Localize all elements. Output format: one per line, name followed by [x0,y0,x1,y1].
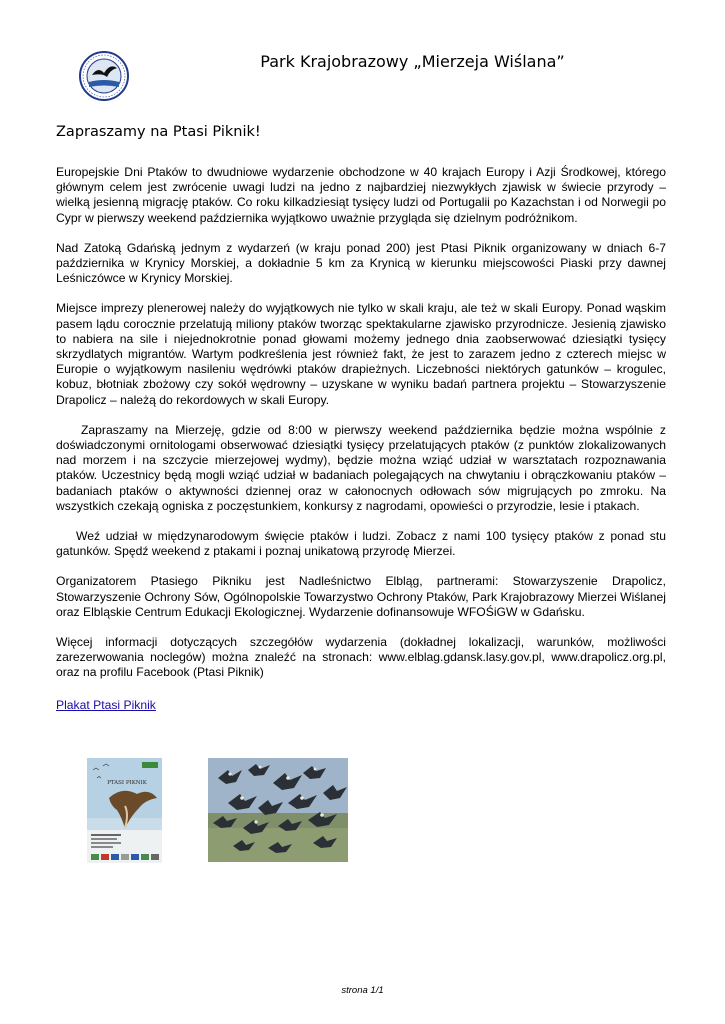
article-paragraph: Zapraszamy na Mierzeję, gdzie od 8:00 w pierwszy weekend października będzie można wspólnie z doświadczonymi ornitologami obserwować dziesiątki tysięcy przelatujących ptaków (z punktów zlokalizowanych nad morzem i na szczycie mierzejowej wydmy), będzie można wziąć udział w warsztatach rozpoznawania ptaków. Uczestnicy będą mogli wziąć udział w badaniach polegających na chwytaniu i obrączkowaniu ptaków – badaniach ptaków o aktywności dziennej oraz w całonocnych odłowach sów migrujących po zmroku. Na wszystkich czekają ogniska z poczęstunkiem, konkursy z nagrodami, opowieści o przyrodzie, lesie i ptakach. [56,422,666,513]
article-paragraph: Organizatorem Ptasiego Pikniku jest Nadleśnictwo Elbląg, partnerami: Stowarzyszenie Drapolicz, Stowarzyszenie Ochrony Sów, Ogólnopolskie Towarzystwo Ochrony Ptaków, Park Krajobrazowy Mierzei Wiślanej oraz Elbląskie Centrum Edukacji Ekologicznej. Wydarzenie dofinansowuje WFOŚiGW w Gdańsku. [56,574,666,619]
park-logo [79,51,129,101]
article-paragraph: Weź udział w międzynarodowym święcie ptaków i ludzi. Zobacz z nami 100 tysięcy ptaków z ponad stu gatunków. Spędź weekend z ptakami i poznaj unikatową przyrodę Mierzei. [56,529,666,559]
park-logo-bird-icon [79,51,129,101]
article-paragraph: Europejskie Dni Ptaków to dwudniowe wydarzenie obchodzone w 40 krajach Europy i Azji Środkowej, którego głównym celem jest zwrócenie uwagi ludzi na jedno z najbardziej niezwykłych zjawisk w świecie przyrody – wielką jesienną migrację ptaków. Co roku kilkadziesiąt tysięcy ludzi od Portugalii po Kazachstan i od Norwegii po Cypr w pierwszy weekend października wyjątkowo uważnie przygląda się dzielnym podróżnikom. [56,165,666,225]
article-paragraph: Nad Zatoką Gdańską jednym z wydarzeń (w kraju ponad 200) jest Ptasi Piknik organizowany w dniach 6-7 października w Krynicy Morskiej, a dokładnie 5 km za Krynicą w kierunku miejscowości Piaski przy dawnej Leśniczówce w Krynicy Morskiej. [56,240,666,286]
poster-thumbnail[interactable] [87,758,162,863]
article-paragraph: Miejsce imprezy plenerowej należy do wyjątkowych nie tylko w skali kraju, ale też w skali Europy. Ponad wąskim pasem lądu corocznie przelatują miliony ptaków tworząc spektakularne zjawisko przyrodnicze. Jesienią zjawisko to nabiera na sile i niejednokrotnie ponad głowami możemy jednego dnia zaobserwować dziesiątki tysięcy skrzydlatych migrantów. Wartym podkreślenia jest również fakt, że jest to zarazem jedno z czterech miejsc w Europie o wyjątkowym nasileniu wędrówki ptaków drapieżnych. Liczebności niektórych gatunków – krogulec, kobuz, błotniak zbożowy czy sokół wędrowny – uzyskane w wyniku badań partnera projektu – Stowarzyszenie Drapolicz – należą do rekordowych w skali Europy. [56,301,666,407]
article-paragraph: Więcej informacji dotyczących szczegółów wydarzenia (dokładnej lokalizacji, warunków, możliwości zarezerwowania noclegów) można znaleźć na stronach: www.elblag.gdansk.lasy.gov.pl, www.drapolicz.org.pl, oraz na profilu Facebook (Ptasi Piknik) [56,635,666,680]
poster-title: PTASI PIKNIK [107,780,147,786]
article-body [56,165,666,696]
article-heading: Zapraszamy na Ptasi Piknik! [56,124,261,140]
birds-photo[interactable] [208,758,348,862]
page-number: strona 1/1 [341,985,384,996]
site-title: Park Krajobrazowy „Mierzeja Wiślana” [260,52,565,71]
poster-link[interactable]: Plakat Ptasi Piknik [56,698,156,712]
